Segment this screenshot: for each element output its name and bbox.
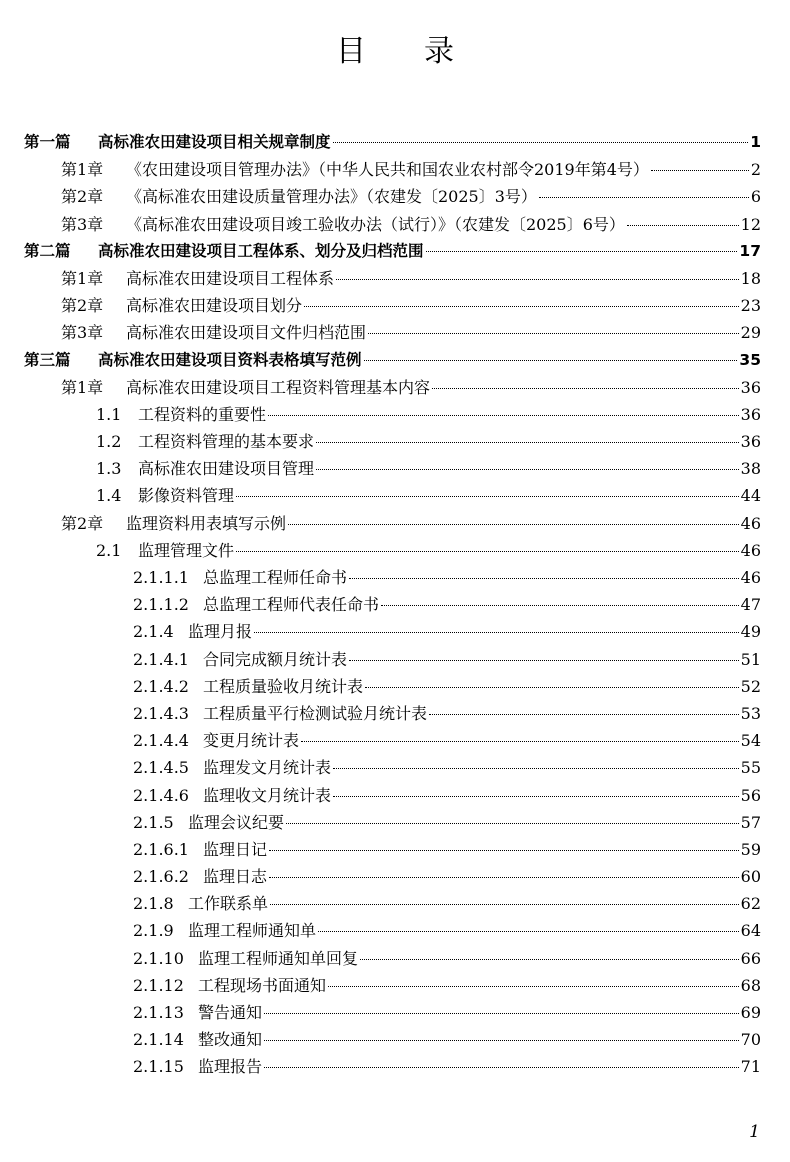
toc-number: 2.1.4 — [133, 622, 174, 642]
toc-title: 工作联系单 — [188, 894, 269, 914]
dot-leader — [304, 306, 739, 307]
toc-page-number: 47 — [740, 595, 761, 615]
toc-number: 2.1.1.2 — [133, 595, 189, 615]
toc-entry-part[interactable] — [24, 129, 761, 156]
toc-number: 第2章 — [61, 513, 104, 533]
toc-number: 第3章 — [61, 214, 104, 234]
toc-page-number: 59 — [740, 839, 761, 859]
toc-entry-subsection[interactable] — [24, 917, 761, 944]
toc-entry-section[interactable] — [24, 482, 761, 509]
table-of-contents — [24, 129, 761, 1081]
toc-number: 第3章 — [61, 323, 104, 343]
toc-entry-chapter[interactable] — [24, 156, 761, 183]
toc-title: 《高标准农田建设项目竣工验收办法（试行）》（农建发〔2025〕6号） — [126, 214, 625, 234]
toc-page-number: 68 — [740, 975, 761, 995]
page-title: 目录 — [336, 34, 512, 69]
toc-page-number: 71 — [740, 1057, 761, 1077]
dot-leader — [270, 904, 739, 905]
toc-title: 整改通知 — [198, 1030, 263, 1050]
toc-page-number: 57 — [740, 812, 761, 832]
toc-number: 2.1.14 — [133, 1030, 184, 1050]
toc-entry-part[interactable] — [24, 347, 761, 374]
toc-number: 1.2 — [96, 432, 122, 452]
toc-page-number: 18 — [740, 268, 761, 288]
dot-leader — [426, 251, 738, 252]
toc-page-number: 46 — [740, 568, 761, 587]
toc-entry-subsection[interactable] — [24, 673, 761, 700]
toc-page-number: 54 — [740, 731, 761, 751]
toc-page-number: 56 — [740, 785, 761, 805]
dot-leader — [539, 197, 749, 198]
toc-title: 监理日志 — [203, 867, 268, 887]
toc-title: 监理日记 — [203, 839, 268, 859]
toc-page-number: 35 — [739, 350, 761, 369]
dot-leader — [288, 524, 739, 525]
toc-number: 2.1.4.3 — [133, 703, 189, 723]
toc-entry-chapter[interactable] — [24, 510, 761, 537]
toc-page-number: 1 — [750, 133, 761, 151]
toc-title: 监理工程师通知单回复 — [198, 948, 359, 968]
toc-title: 高标准农田建设项目划分 — [126, 296, 303, 316]
toc-entry-subsection[interactable] — [24, 972, 761, 999]
dot-leader — [269, 850, 739, 851]
dot-leader — [627, 225, 739, 226]
toc-title: 监理资料用表填写示例 — [126, 513, 287, 533]
toc-entry-chapter[interactable] — [24, 319, 761, 346]
toc-page-number: 12 — [740, 214, 761, 234]
toc-entry-chapter[interactable] — [24, 292, 761, 319]
toc-title: 监理收文月统计表 — [203, 785, 332, 805]
toc-title: 合同完成额月统计表 — [203, 649, 348, 669]
toc-number: 1.3 — [96, 459, 122, 479]
toc-number: 2.1.1.1 — [133, 568, 189, 587]
toc-number: 2.1.15 — [133, 1057, 184, 1077]
toc-page-number: 46 — [740, 513, 761, 533]
toc-number: 2.1.8 — [133, 894, 174, 914]
toc-entry-subsection[interactable] — [24, 782, 761, 809]
dot-leader — [236, 496, 739, 497]
toc-number: 第一篇 — [24, 133, 71, 151]
toc-title: 监理会议纪要 — [188, 812, 285, 832]
toc-title: 《农田建设项目管理办法》（中华人民共和国农业农村部令2019年第4号） — [126, 160, 649, 180]
toc-entry-subsection[interactable] — [24, 700, 761, 727]
toc-page-number: 38 — [740, 459, 761, 479]
dot-leader — [269, 877, 739, 878]
toc-number: 2.1.4.4 — [133, 731, 189, 751]
toc-title: 高标准农田建设项目工程体系 — [126, 268, 335, 288]
toc-entry-subsection[interactable] — [24, 564, 761, 591]
dot-leader — [381, 605, 739, 606]
toc-page-number: 46 — [740, 540, 761, 560]
toc-page-number: 36 — [740, 404, 761, 424]
toc-number: 2.1.12 — [133, 975, 184, 995]
toc-entry-chapter[interactable] — [24, 211, 761, 238]
toc-title: 总监理工程师代表任命书 — [203, 595, 380, 615]
dot-leader — [264, 1040, 739, 1041]
dot-leader — [368, 333, 739, 334]
dot-leader — [301, 741, 739, 742]
toc-number: 第三篇 — [24, 350, 71, 369]
dot-leader — [236, 551, 739, 552]
toc-page-number: 36 — [740, 377, 761, 397]
toc-title: 工程资料管理的基本要求 — [138, 432, 315, 452]
dot-leader — [318, 931, 739, 932]
dot-leader — [268, 415, 739, 416]
toc-number: 2.1.13 — [133, 1003, 184, 1022]
toc-number: 2.1.5 — [133, 812, 174, 832]
toc-title: 影像资料管理 — [138, 486, 235, 506]
toc-page-number: 36 — [740, 432, 761, 452]
toc-entry-subsection[interactable] — [24, 646, 761, 673]
toc-entry-subsection[interactable] — [24, 836, 761, 863]
toc-number: 1.4 — [96, 486, 122, 506]
dot-leader — [336, 279, 739, 280]
toc-number: 2.1.6.1 — [133, 839, 189, 859]
toc-page-number: 2 — [750, 160, 761, 180]
toc-page-number: 62 — [740, 894, 761, 914]
dot-leader — [316, 469, 739, 470]
dot-leader — [316, 442, 739, 443]
toc-title: 监理报告 — [198, 1057, 263, 1077]
dot-leader — [360, 959, 739, 960]
toc-title: 《高标准农田建设质量管理办法》（农建发〔2025〕3号） — [126, 187, 537, 207]
toc-entry-chapter[interactable] — [24, 265, 761, 292]
toc-page-number: 29 — [740, 323, 761, 343]
toc-page-number: 66 — [740, 948, 761, 968]
toc-title: 监理发文月统计表 — [203, 758, 332, 778]
toc-page-number: 55 — [740, 758, 761, 778]
toc-number: 2.1.10 — [133, 948, 184, 968]
toc-entry-subsection[interactable] — [24, 1026, 761, 1053]
toc-number: 第1章 — [61, 160, 104, 180]
toc-title: 高标准农田建设项目工程体系、划分及归档范围 — [98, 241, 424, 260]
toc-entry-chapter[interactable] — [24, 374, 761, 401]
toc-number: 2.1.4.5 — [133, 758, 189, 778]
toc-entry-section[interactable] — [24, 428, 761, 455]
toc-entry-subsection[interactable] — [24, 945, 761, 972]
toc-entry-subsection[interactable] — [24, 1053, 761, 1080]
toc-page-number: 23 — [740, 296, 761, 316]
dot-leader — [365, 687, 739, 688]
dot-leader — [651, 170, 749, 171]
toc-title: 工程质量平行检测试验月统计表 — [203, 703, 428, 723]
toc-title: 监理工程师通知单 — [188, 921, 317, 941]
toc-title: 工程现场书面通知 — [198, 975, 327, 995]
toc-number: 第二篇 — [24, 241, 71, 260]
toc-number: 1.1 — [96, 404, 122, 424]
toc-title: 高标准农田建设项目相关规章制度 — [98, 133, 331, 151]
toc-number: 2.1 — [96, 540, 122, 560]
dot-leader — [349, 660, 739, 661]
dot-leader — [333, 142, 749, 143]
dot-leader — [432, 388, 739, 389]
toc-number: 2.1.6.2 — [133, 867, 189, 887]
toc-number: 第2章 — [61, 296, 104, 316]
toc-title: 高标准农田建设项目文件归档范围 — [126, 323, 367, 343]
toc-entry-subsection[interactable] — [24, 618, 761, 645]
toc-entry-subsection[interactable] — [24, 999, 761, 1026]
toc-title: 变更月统计表 — [203, 731, 300, 751]
footer-page-number: 1 — [749, 1122, 760, 1142]
toc-entry-section[interactable] — [24, 455, 761, 482]
toc-entry-subsection[interactable] — [24, 863, 761, 890]
toc-number: 2.1.4.2 — [133, 676, 189, 696]
toc-page-number: 69 — [740, 1003, 761, 1022]
toc-title: 高标准农田建设项目工程资料管理基本内容 — [126, 377, 431, 397]
toc-page-number: 70 — [740, 1030, 761, 1050]
toc-title: 工程资料的重要性 — [138, 404, 267, 424]
toc-entry-chapter[interactable] — [24, 183, 761, 210]
dot-leader — [264, 1013, 739, 1014]
toc-entry-section[interactable] — [24, 401, 761, 428]
toc-title: 警告通知 — [198, 1003, 263, 1022]
toc-entry-subsection[interactable] — [24, 890, 761, 917]
toc-number: 2.1.4.6 — [133, 785, 189, 805]
toc-entry-subsection[interactable] — [24, 754, 761, 781]
dot-leader — [333, 768, 739, 769]
toc-entry-subsection[interactable] — [24, 591, 761, 618]
toc-number: 2.1.4.1 — [133, 649, 189, 669]
toc-page-number: 51 — [740, 649, 761, 669]
toc-number: 第1章 — [61, 268, 104, 288]
toc-title: 监理月报 — [188, 622, 253, 642]
dot-leader — [429, 714, 739, 715]
dot-leader — [264, 1067, 739, 1068]
dot-leader — [349, 578, 739, 579]
toc-entry-subsection[interactable] — [24, 809, 761, 836]
toc-title: 工程质量验收月统计表 — [203, 676, 364, 696]
toc-page-number: 17 — [739, 241, 761, 260]
dot-leader — [328, 986, 739, 987]
toc-title: 监理管理文件 — [138, 540, 235, 560]
toc-number: 2.1.9 — [133, 921, 174, 941]
toc-page-number: 52 — [740, 676, 761, 696]
toc-page-number: 49 — [740, 622, 761, 642]
toc-page-number: 53 — [740, 703, 761, 723]
toc-entry-section[interactable] — [24, 537, 761, 564]
dot-leader — [364, 360, 738, 361]
toc-page-number: 44 — [740, 486, 761, 506]
toc-title: 高标准农田建设项目资料表格填写范例 — [98, 350, 362, 369]
toc-entry-subsection[interactable] — [24, 727, 761, 754]
toc-page-number: 64 — [740, 921, 761, 941]
toc-page-number: 60 — [740, 867, 761, 887]
toc-page-number: 6 — [750, 187, 761, 207]
dot-leader — [254, 632, 739, 633]
toc-title: 总监理工程师任命书 — [203, 568, 348, 587]
dot-leader — [333, 796, 739, 797]
toc-number: 第1章 — [61, 377, 104, 397]
toc-number: 第2章 — [61, 187, 104, 207]
toc-entry-part[interactable] — [24, 238, 761, 265]
dot-leader — [286, 823, 739, 824]
toc-title: 高标准农田建设项目管理 — [138, 459, 315, 479]
